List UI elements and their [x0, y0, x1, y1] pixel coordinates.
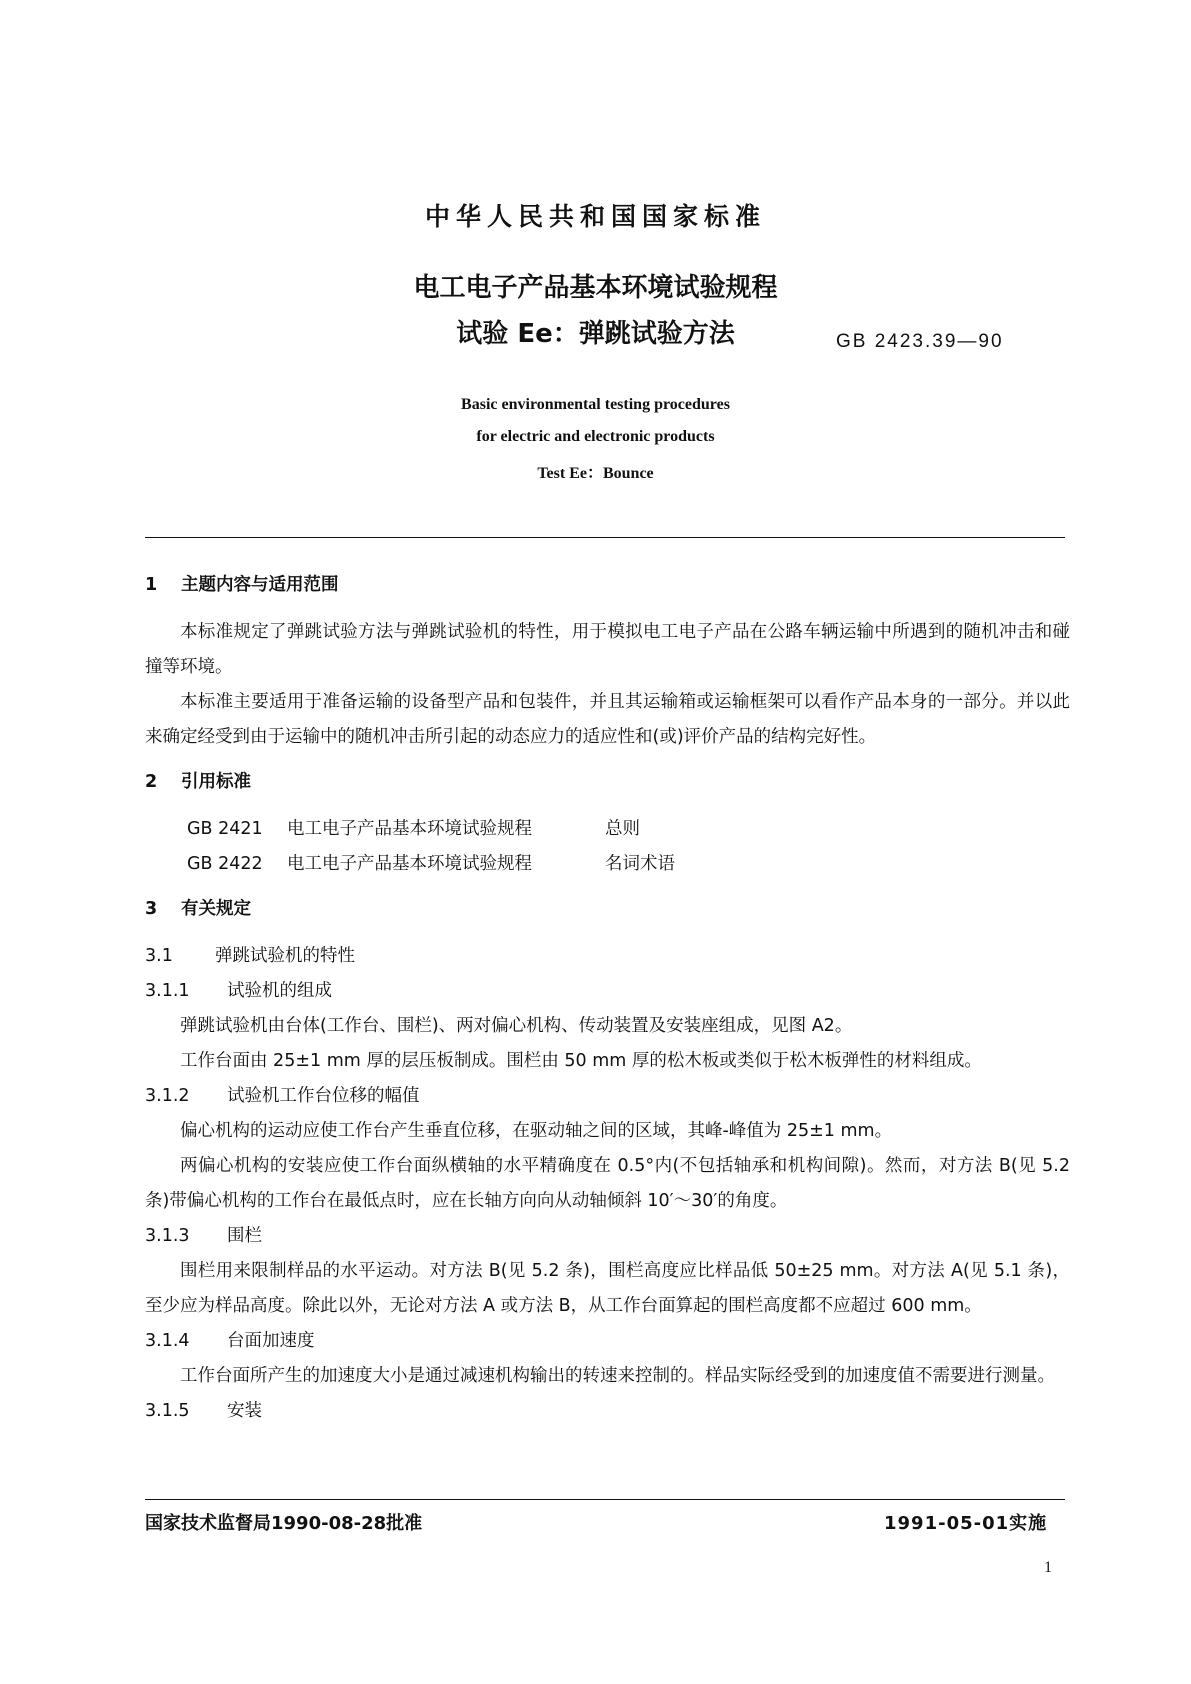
- section-2-heading: [145, 765, 1070, 800]
- national-standard-heading: 中华人民共和国国家标准: [424, 202, 766, 231]
- approval-date: 国家技术监督局1990-08-28批准: [145, 1513, 423, 1534]
- subsection-title: 台面加速度: [227, 1331, 315, 1351]
- implementation-date: 1991-05-01实施: [884, 1513, 1048, 1534]
- chinese-title-line-2: 试验 Ee：弹跳试验方法: [456, 319, 735, 349]
- reference-title: 电工电子产品基本环境试验规程: [287, 854, 532, 874]
- subsection-3-1-1-heading: [145, 974, 1070, 1009]
- subsection-title: 试验机工作台位移的幅值: [227, 1086, 420, 1106]
- section-title: 主题内容与适用范围: [181, 575, 339, 595]
- page-number: 1: [1044, 1559, 1052, 1576]
- subsection-title: 安装: [227, 1401, 262, 1421]
- subsection-number: 3.1: [145, 946, 173, 966]
- section-number: 1: [145, 575, 158, 595]
- chinese-title-line-1: 电工电子产品基本环境试验规程: [413, 273, 778, 303]
- section-1-heading: [145, 568, 1070, 603]
- standard-code: GB 2423.39—90: [836, 331, 1004, 352]
- reference-part: 总则: [605, 819, 640, 839]
- subsection-title: 围栏: [227, 1226, 262, 1246]
- reference-code: GB 2421: [187, 819, 263, 839]
- section-title: 引用标准: [181, 772, 251, 792]
- reference-title: 电工电子产品基本环境试验规程: [287, 819, 532, 839]
- subsection-number: 3.1.3: [145, 1226, 190, 1246]
- reference-item: [145, 812, 1070, 847]
- reference-code: GB 2422: [187, 854, 263, 874]
- subsection-3-1-5-heading: [145, 1394, 1070, 1429]
- subsection-number: 3.1.2: [145, 1086, 190, 1106]
- header-divider: [145, 537, 1065, 538]
- section-1-paragraph-1: 本标准规定了弹跳试验方法与弹跳试验机的特性，用于模拟电工电子产品在公路车辆运输中所遇到的随机冲击和碰撞等环境。: [145, 622, 1070, 677]
- section-title: 有关规定: [181, 899, 251, 919]
- subsection-number: 3.1.4: [145, 1331, 190, 1351]
- subsection-3-1-1-paragraph-2: 工作台面由 25±1 mm 厚的层压板制成。围栏由 50 mm 厚的松木板或类似于松木板弹性的材料组成。: [180, 1051, 982, 1071]
- subsection-3-1-3-paragraph-1: 围栏用来限制样品的水平运动。对方法 B(见 5.2 条)，围栏高度应比样品低 50±25 mm。对方法 A(见 5.1 条)，至少应为样品高度。除此以外，无论对方法 A 或方法 B，从工作台面算起的围栏高度都不应超过 600 mm。: [145, 1261, 1070, 1316]
- subsection-3-1-2-paragraph-2: 两偏心机构的安装应使工作台面纵横轴的水平精确度在 0.5°内(不包括轴承和机构间隙)。然而，对方法 B(见 5.2 条)带偏心机构的工作台在最低点时，应在长轴方向向从动轴倾斜 10′～30′的角度。: [145, 1156, 1070, 1211]
- section-number: 3: [145, 899, 158, 919]
- subsection-3-1-4-heading: [145, 1324, 1070, 1359]
- subsection-3-1-2-heading: [145, 1079, 1070, 1114]
- subsection-3-1-2-paragraph-1: 偏心机构的运动应使工作台产生垂直位移，在驱动轴之间的区域，其峰-峰值为 25±1 mm。: [180, 1121, 893, 1141]
- subsection-3-1-3-heading: [145, 1219, 1070, 1254]
- english-title-line-3: Test Ee：Bounce: [537, 465, 654, 482]
- subsection-number: 3.1.5: [145, 1401, 190, 1421]
- subsection-3-1-heading: [145, 939, 1070, 974]
- subsection-3-1-1-paragraph-1: 弹跳试验机由台体(工作台、围栏)、两对偏心机构、传动装置及安装座组成，见图 A2。: [180, 1016, 853, 1036]
- footer-divider: [145, 1499, 1065, 1500]
- english-title-line-2: for electric and electronic products: [476, 428, 715, 445]
- reference-part: 名词术语: [605, 854, 675, 874]
- english-title-line-1: Basic environmental testing procedures: [461, 396, 730, 413]
- subsection-title: 试验机的组成: [227, 981, 332, 1001]
- section-3-heading: [145, 892, 1070, 927]
- reference-item: [145, 847, 1070, 882]
- subsection-title: 弹跳试验机的特性: [215, 946, 355, 966]
- section-number: 2: [145, 772, 158, 792]
- section-1-paragraph-2: 本标准主要适用于准备运输的设备型产品和包装件，并且其运输箱或运输框架可以看作产品本身的一部分。并以此来确定经受到由于运输中的随机冲击所引起的动态应力的适应性和(或)评价产品的结构完好性。: [145, 692, 1070, 747]
- subsection-3-1-4-paragraph-1: 工作台面所产生的加速度大小是通过减速机构输出的转速来控制的。样品实际经受到的加速度值不需要进行测量。: [180, 1366, 1055, 1386]
- subsection-number: 3.1.1: [145, 981, 190, 1001]
- document-body: [145, 564, 1070, 1429]
